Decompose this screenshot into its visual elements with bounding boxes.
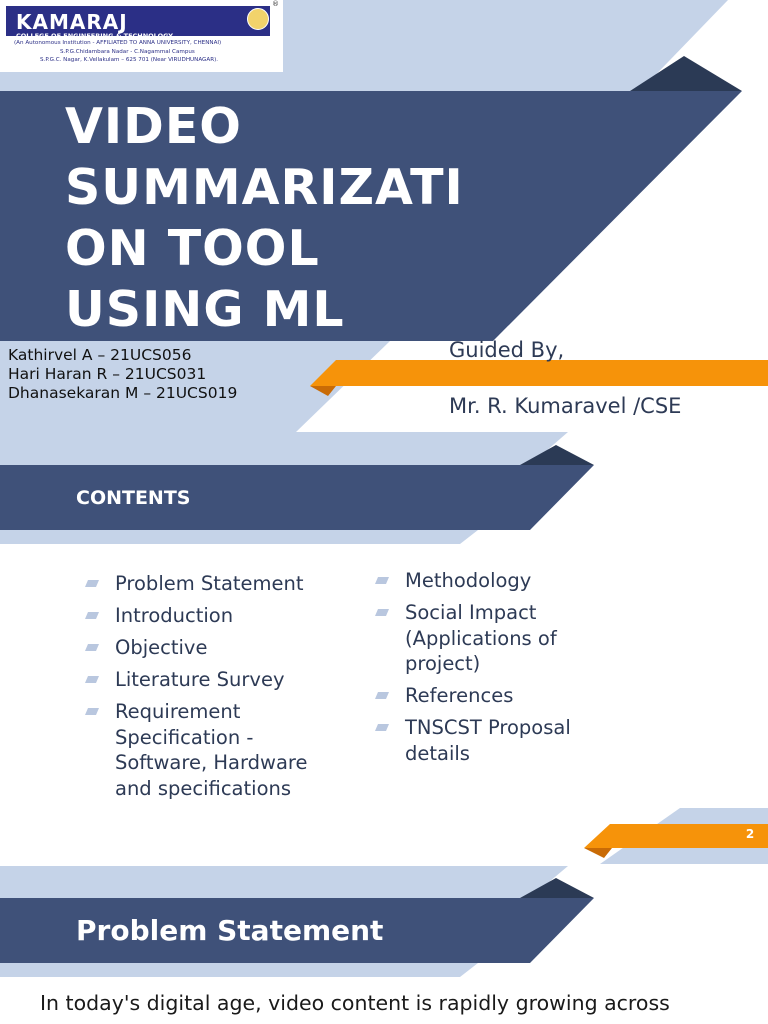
list-item <box>375 683 605 709</box>
list-item <box>85 571 345 597</box>
logo-college: COLLEGE OF ENGINEERING & TECHNOLOGY <box>16 32 174 40</box>
list-item-label: Social Impact (Applications of project) <box>405 601 557 675</box>
problem-statement-slide <box>0 866 768 1024</box>
bullet-icon <box>85 580 99 587</box>
logo-line-3: S.P.G.C. Nagar, K.Vellakulam – 625 701 (Near VIRUDHUNAGAR). <box>40 57 219 63</box>
student-name: Dhanasekaran M – 21UCS019 <box>8 384 238 402</box>
list-item-label: TNSCST Proposal details <box>405 716 571 765</box>
problem-statement-text: In today's digital age, video content is rapidly growing across <box>40 991 670 1015</box>
college-logo <box>0 0 283 72</box>
list-item <box>85 635 345 661</box>
bullet-icon <box>375 609 389 616</box>
list-item <box>375 715 605 766</box>
student-name: Kathirvel A – 21UCS056 <box>8 346 192 364</box>
guide-name: Mr. R. Kumaravel /CSE <box>449 394 682 418</box>
bullet-icon <box>85 676 99 683</box>
title-line: VIDEO <box>65 98 242 155</box>
logo-banner <box>6 6 270 40</box>
registered-mark: ® <box>272 0 279 8</box>
list-item <box>375 600 605 677</box>
problem-statement-title: Problem Statement <box>76 914 384 947</box>
contents-slide <box>0 432 768 866</box>
contents-list-right <box>375 568 605 773</box>
page-number: 2 <box>745 827 755 841</box>
list-item <box>375 568 605 594</box>
bullet-icon <box>375 692 389 699</box>
guided-by-label: Guided By, <box>449 338 565 362</box>
title-line: ON TOOL <box>65 220 320 277</box>
list-item-label: Problem Statement <box>115 572 304 595</box>
title-line: USING ML <box>65 281 345 338</box>
list-item <box>85 603 345 629</box>
list-item-label: Requirement Specification - Software, Hardware and specifications <box>115 700 308 800</box>
list-item-label: Introduction <box>115 604 234 627</box>
list-item-label: Methodology <box>405 569 532 592</box>
title-line: SUMMARIZATI <box>65 159 464 216</box>
seal-icon <box>247 8 269 30</box>
bullet-icon <box>85 612 99 619</box>
bullet-icon <box>85 708 99 715</box>
list-item-label: Objective <box>115 636 208 659</box>
logo-line-2: S.P.G.Chidambara Nadar - C.Nagammal Campus <box>60 49 195 55</box>
list-item-label: References <box>405 684 514 707</box>
bullet-icon <box>85 644 99 651</box>
list-item-label: Literature Survey <box>115 668 285 691</box>
contents-title: CONTENTS <box>76 487 191 509</box>
title-slide <box>0 0 768 432</box>
logo-name: KAMARAJ <box>16 10 128 34</box>
student-name: Hari Haran R – 21UCS031 <box>8 365 207 383</box>
slide-title <box>65 96 485 340</box>
bullet-icon <box>375 577 389 584</box>
logo-line-1: (An Autonomous Institution - AFFILIATED TO ANNA UNIVERSITY, CHENNAI) <box>14 40 222 46</box>
bullet-icon <box>375 724 389 731</box>
list-item <box>85 699 345 801</box>
student-list <box>8 346 237 403</box>
contents-list-left <box>85 571 345 808</box>
list-item <box>85 667 345 693</box>
